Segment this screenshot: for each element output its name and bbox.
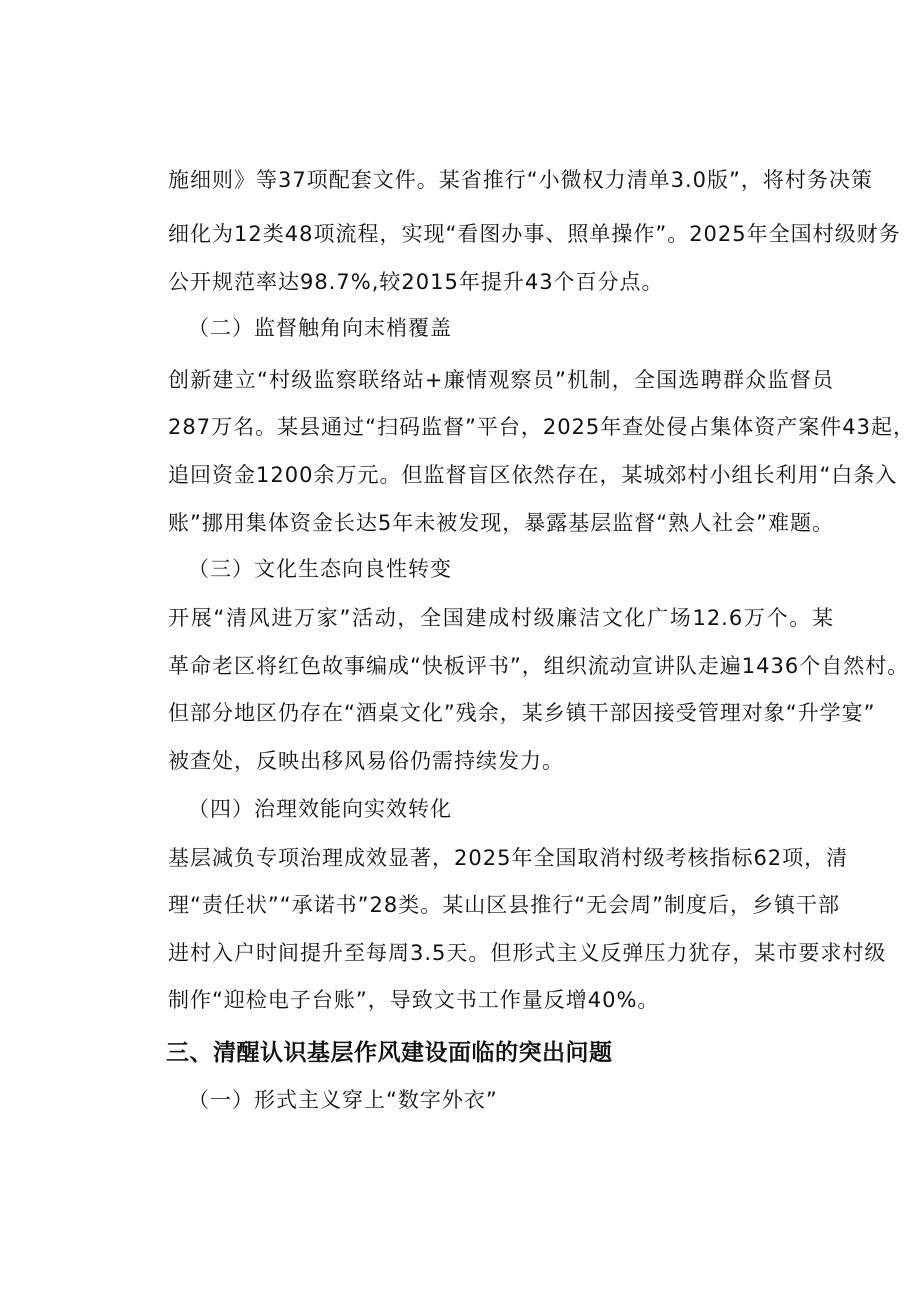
text-line: 基层减负专项治理成效显著，2025年全国取消村级考核指标62项，清 <box>168 846 849 870</box>
text-line: 革命老区将红色故事编成“快板评书”，组织流动宣讲队走遍1436个自然村。 <box>168 654 910 678</box>
text-line: 公开规范率达98.7%,较2015年提升43个百分点。 <box>168 270 664 294</box>
text-line: 创新建立“村级监察联络站+廉情观察员”机制，全国选聘群众监督员 <box>168 368 834 392</box>
text-line: 理“责任状”“承诺书”28类。某山区县推行“无会周”制度后，乡镇干部 <box>168 893 840 917</box>
subsection-heading: （三）文化生态向良性转变 <box>188 557 452 581</box>
text-line: 追回资金1200余万元。但监督盲区依然存在，某城郊村小组长利用“白条入 <box>168 463 898 487</box>
text-line: 进村入户时间提升至每周3.5天。但形式主义反弹压力犹存，某市要求村级 <box>168 941 887 965</box>
text-line: 但部分地区仍存在“酒桌文化”残余，某乡镇干部因接受管理对象“升学宴” <box>168 701 876 725</box>
section-heading: 三、清醒认识基层作风建设面临的突出问题 <box>166 1040 613 1066</box>
text-line: 细化为12类48项流程，实现“看图办事、照单操作”。2025年全国村级财务 <box>168 222 901 246</box>
text-line: 账”挪用集体资金长达5年未被发现，暴露基层监督“熟人社会”难题。 <box>168 511 834 535</box>
subsection-heading: （四）治理效能向实效转化 <box>188 797 452 821</box>
subsection-heading: （二）监督触角向末梢覆盖 <box>188 316 452 340</box>
text-line: 287万名。某县通过“扫码监督”平台，2025年查处侵占集体资产案件43起， <box>168 415 916 439</box>
subsection-heading: （一）形式主义穿上“数字外衣” <box>188 1088 498 1112</box>
text-line: 制作“迎检电子台账”，导致文书工作量反增40%。 <box>168 988 660 1012</box>
text-line: 施细则》等37项配套文件。某省推行“小微权力清单3.0版”，将村务决策 <box>168 168 873 192</box>
text-line: 被查处，反映出移风易俗仍需持续发力。 <box>168 749 564 773</box>
text-line: 开展“清风进万家”活动，全国建成村级廉洁文化广场12.6万个。某 <box>168 606 834 630</box>
